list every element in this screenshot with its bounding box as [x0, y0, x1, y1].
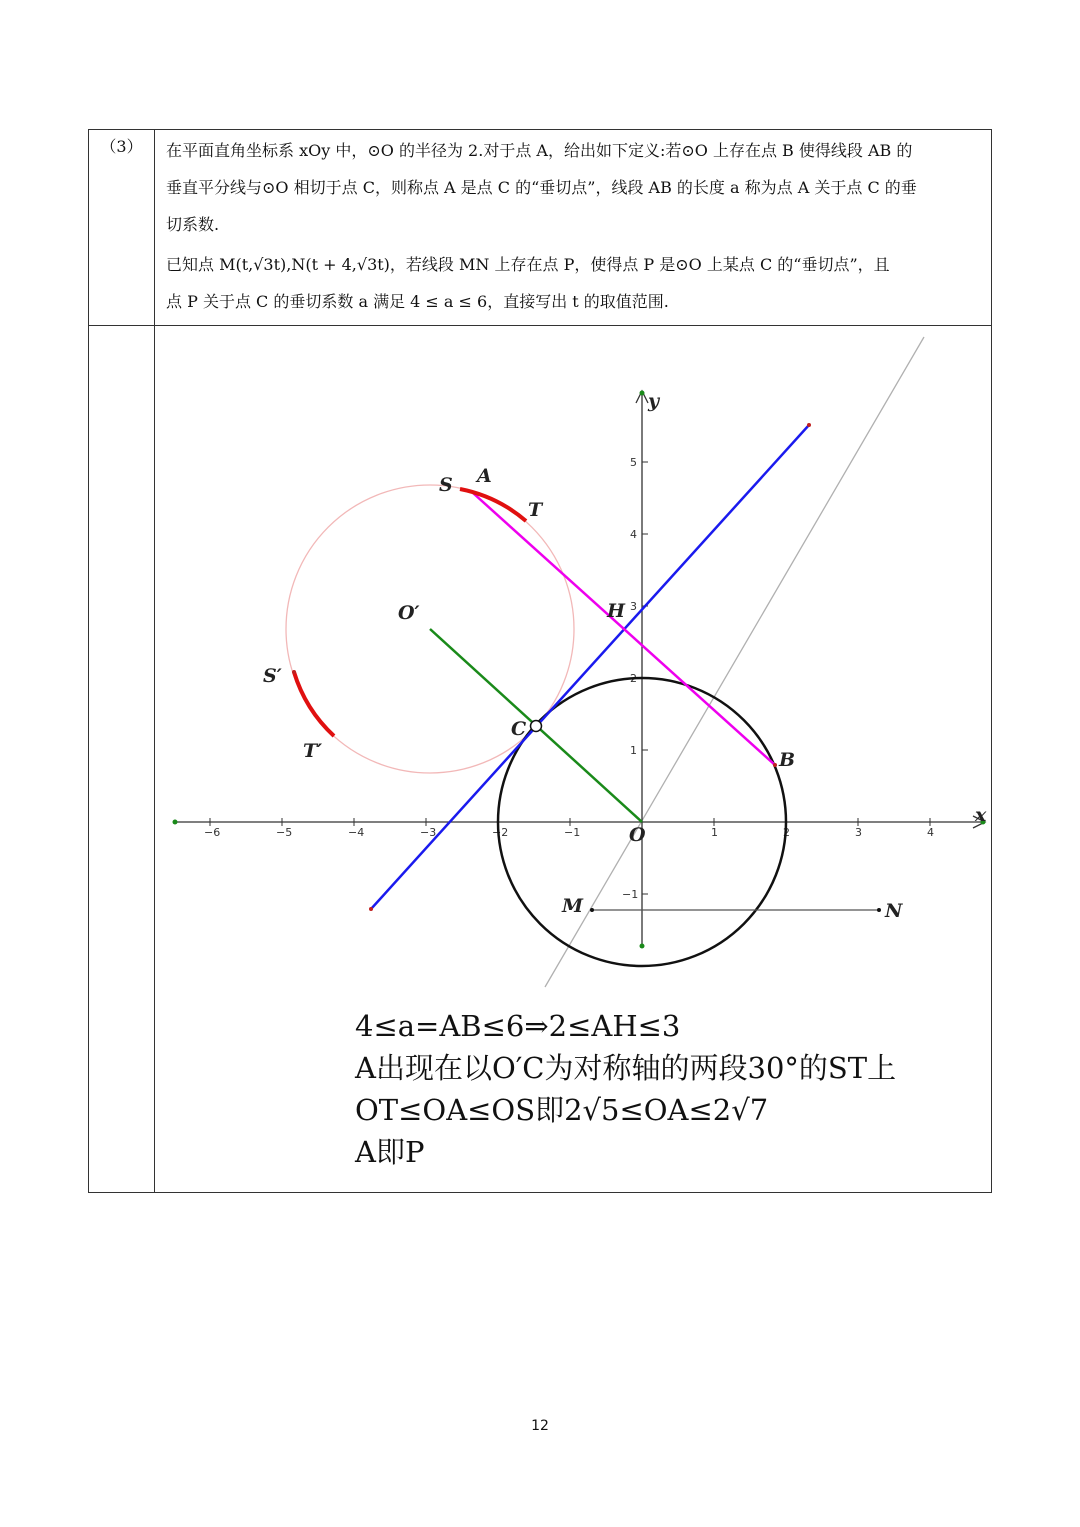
label-s-prime: S′ — [263, 665, 282, 687]
label-t-prime: T′ — [303, 740, 323, 762]
label-a: A — [477, 465, 492, 487]
label-h: H — [607, 600, 625, 622]
x-tick-label: 3 — [855, 826, 862, 839]
x-tick-label: −3 — [420, 826, 437, 839]
point-s-prime — [292, 670, 296, 674]
x-axis-label: x — [975, 804, 987, 826]
x-tick-label: −2 — [492, 826, 509, 839]
y-tick-label: 3 — [630, 600, 637, 613]
y-axis-end-point — [640, 944, 645, 949]
point-c — [531, 721, 542, 732]
question-table — [88, 129, 992, 1193]
x-tick-label: 1 — [711, 826, 718, 839]
label-t: T — [528, 499, 543, 521]
x-tick-label: 4 — [927, 826, 934, 839]
point-m — [590, 908, 594, 912]
guide-line — [545, 337, 924, 987]
solution-notes — [355, 1005, 896, 1173]
solution-line: A出现在以O′C为对称轴的两段30°的ST上 — [355, 1051, 897, 1085]
question-line: 垂直平分线与⊙O 相切于点 C，则称点 A 是点 C 的“垂切点”，线段 AB 的长度 a 称为点 A 关于点 C 的垂 — [166, 178, 917, 197]
y-tick-label: 5 — [630, 456, 637, 469]
point-b — [773, 763, 777, 767]
question-line: 点 P 关于点 C 的垂切系数 a 满足 4 ≤ a ≤ 6，直接写出 t 的取值范围. — [166, 292, 669, 311]
table-row-divider — [89, 325, 991, 326]
label-c: C — [511, 718, 527, 740]
x-tick-label: −1 — [564, 826, 581, 839]
tangent-line — [371, 425, 809, 909]
y-axis-start-point — [640, 391, 645, 396]
question-number: （3） — [100, 137, 143, 156]
question-line: 切系数. — [166, 215, 220, 234]
y-tick-label: −1 — [622, 888, 639, 901]
tangent-line-endpoint — [807, 423, 811, 427]
x-tick-label: −4 — [348, 826, 365, 839]
solution-line: 4≤a=AB≤6⇒2≤AH≤3 — [355, 1009, 681, 1043]
label-n: N — [885, 900, 903, 922]
solution-line: A即P — [355, 1135, 425, 1169]
solution-line: OT≤OA≤OS即2√5≤OA≤2√7 — [355, 1093, 769, 1127]
x-axis-start-point — [173, 820, 178, 825]
label-b: B — [779, 749, 796, 771]
question-line: 在平面直角坐标系 xOy 中，⊙O 的半径为 2.对于点 A，给出如下定义:若⊙O 上存在点 B 使得线段 AB 的 — [166, 141, 913, 160]
x-tick-label: −5 — [276, 826, 293, 839]
point-n — [877, 908, 881, 912]
page-number: 12 — [531, 1418, 549, 1434]
label-origin: O — [629, 824, 646, 846]
x-tick-label: −6 — [204, 826, 221, 839]
y-tick-label: 1 — [630, 744, 637, 757]
arc-st — [460, 489, 526, 521]
label-s: S — [439, 474, 453, 496]
y-tick-label: 2 — [630, 672, 637, 685]
y-axis-label: y — [648, 390, 660, 412]
question-line: 已知点 M(t,√3t),N(t + 4,√3t)，若线段 MN 上存在点 P，使得点 P 是⊙O 上某点 C 的“垂切点”，且 — [166, 255, 890, 274]
question-text — [166, 132, 986, 320]
tangent-line-endpoint — [369, 907, 373, 911]
label-m: M — [562, 895, 584, 917]
label-o-prime: O′ — [398, 602, 420, 624]
arc-s-prime-t-prime — [294, 672, 334, 736]
y-tick-label: 4 — [630, 528, 637, 541]
geometry-figure — [155, 327, 991, 997]
x-tick-label: 2 — [783, 826, 790, 839]
